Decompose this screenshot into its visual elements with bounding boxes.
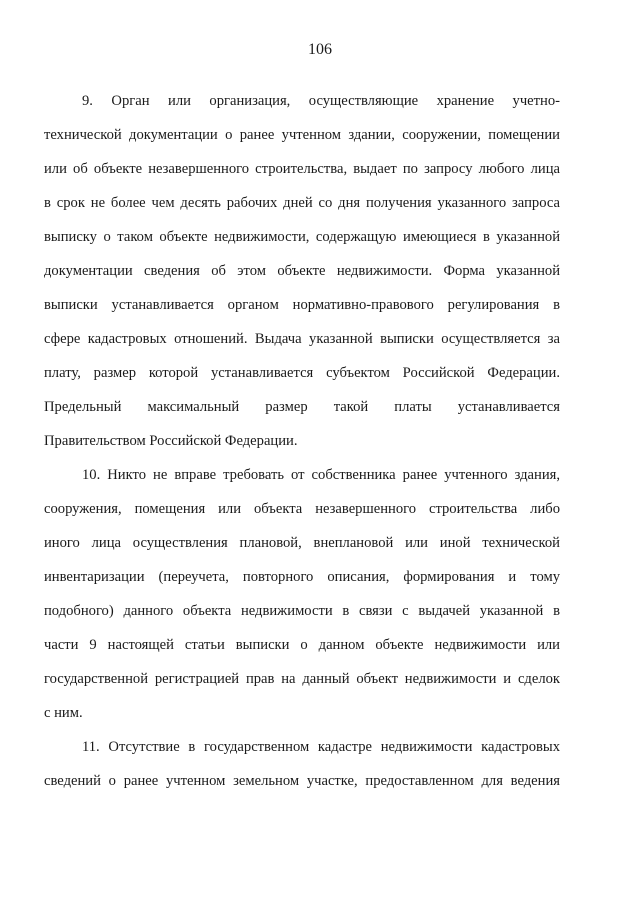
text-line: Предельный максимальный размер такой платы устанавливается (44, 399, 560, 415)
text-line: сооружения, помещения или объекта незавершенного строительства либо (44, 501, 560, 517)
text-line: части 9 настоящей статьи выписки о данном объекте недвижимости или (44, 637, 560, 653)
text-line: подобного) данного объекта недвижимости в связи с выдачей указанной в (44, 603, 560, 619)
text-line: Правительством Российской Федерации. (44, 433, 298, 449)
text-line: технической документации о ранее учтенном здании, сооружении, помещении (44, 127, 560, 143)
text-line: 11. Отсутствие в государственном кадастре недвижимости кадастровых (82, 739, 560, 755)
text-line: 10. Никто не вправе требовать от собственника ранее учтенного здания, (82, 467, 560, 483)
text-line: инвентаризации (переучета, повторного описания, формирования и тому (44, 569, 560, 585)
text-line: в срок не более чем десять рабочих дней со дня получения указанного запроса (44, 195, 560, 211)
text-line: или об объекте незавершенного строительства, выдает по запросу любого лица (44, 161, 560, 177)
page-number: 106 (308, 41, 332, 58)
text-line: выписки устанавливается органом нормативно-правового регулирования в (44, 297, 560, 313)
text-line: плату, размер которой устанавливается субъектом Российской Федерации. (44, 365, 560, 381)
text-line: с ним. (44, 705, 83, 721)
text-line: документации сведения об этом объекте недвижимости. Форма указанной (44, 263, 560, 279)
text-line: государственной регистрацией прав на данный объект недвижимости и сделок (44, 671, 560, 687)
text-line: сфере кадастровых отношений. Выдача указанной выписки осуществляется за (44, 331, 560, 347)
paragraph-9 (44, 84, 560, 458)
text-line: иного лица осуществления плановой, внеплановой или иной технической (44, 535, 560, 551)
text-line: сведений о ранее учтенном земельном участке, предоставленном для ведения (44, 773, 560, 789)
text-line: 9. Орган или организация, осуществляющие хранение учетно- (82, 93, 560, 109)
text-line: выписку о таком объекте недвижимости, содержащую имеющиеся в указанной (44, 229, 560, 245)
paragraph-10 (44, 458, 560, 730)
document-body (44, 84, 560, 798)
paragraph-11 (44, 730, 560, 798)
